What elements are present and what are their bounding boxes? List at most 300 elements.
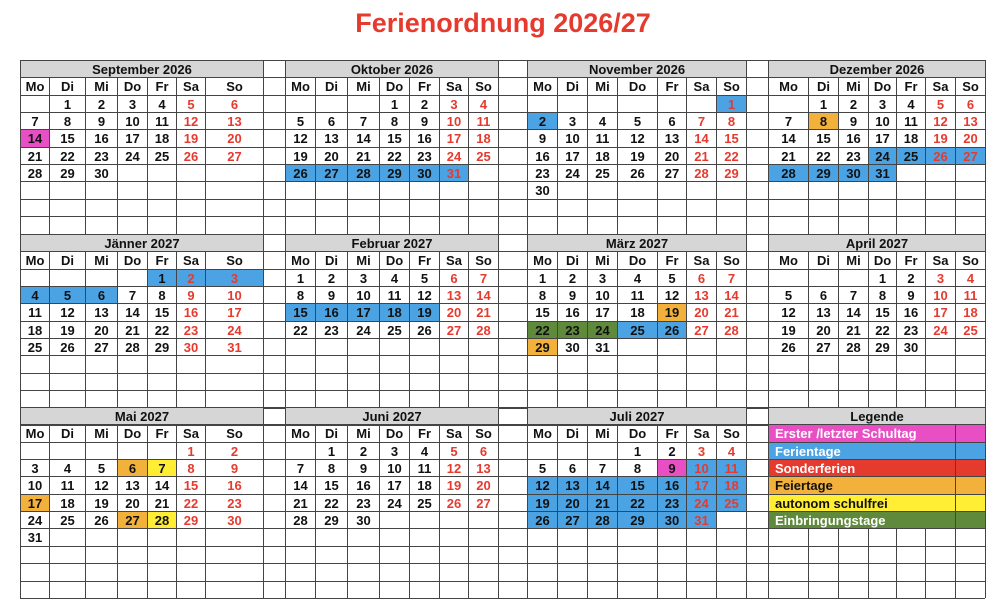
day-cell: 29 (724, 166, 739, 182)
day-cell: 14 (356, 131, 371, 147)
day-cell: 10 (933, 288, 948, 304)
day-cell: 3 (31, 461, 39, 477)
day-cell: 26 (781, 340, 796, 356)
day-cell: 23 (417, 148, 432, 164)
day-cell: 30 (658, 512, 686, 528)
day-cell: 1 (717, 96, 746, 112)
month-header: März 2027 (528, 235, 746, 251)
day-cell: 12 (183, 114, 199, 130)
day-cell: 30 (839, 165, 868, 181)
weekday-label: Fr (665, 79, 679, 95)
day-cell: 20 (324, 148, 339, 164)
weekday-label: Do (628, 253, 647, 269)
day-cell: 16 (316, 304, 347, 320)
day-cell: 26 (60, 340, 75, 356)
weekday-label: So (226, 426, 243, 442)
page-title: Ferienordnung 2026/27 (355, 8, 651, 38)
day-cell: 22 (816, 148, 831, 164)
day-cell: 18 (380, 304, 409, 320)
day-cell: 21 (846, 322, 861, 338)
day-cell: 5 (633, 114, 642, 130)
day-cell: 1 (327, 443, 336, 459)
day-cell: 30 (410, 165, 439, 181)
day-cell: 9 (538, 131, 547, 147)
weekday-label: Do (385, 79, 404, 95)
day-cell: 7 (849, 288, 858, 304)
day-cell: 6 (450, 270, 458, 286)
day-cell: 27 (316, 165, 347, 181)
day-cell: 24 (446, 148, 462, 164)
day-cell: 1 (633, 443, 642, 459)
day-cell: 19 (293, 148, 308, 164)
day-cell: 18 (903, 131, 919, 147)
day-cell: 19 (781, 322, 796, 338)
day-cell: 8 (296, 288, 305, 304)
day-cell: 29 (618, 512, 657, 528)
day-cell: 31 (440, 165, 468, 181)
weekday-label: Mi (94, 253, 109, 269)
weekday-label: Do (123, 253, 142, 269)
day-cell: 24 (227, 322, 242, 338)
day-cell: 2 (97, 96, 106, 112)
day-cell: 23 (94, 148, 109, 164)
day-cell: 9 (658, 460, 686, 476)
day-cell: 27 (694, 322, 709, 338)
month-header: Juni 2027 (286, 408, 498, 424)
day-cell: 7 (296, 461, 305, 477)
day-cell: 7 (727, 270, 736, 286)
day-cell: 4 (633, 270, 642, 286)
weekday-label: Di (566, 253, 579, 269)
day-cell: 12 (94, 478, 109, 494)
day-cell: 3 (359, 270, 368, 286)
weekday-label: Fr (418, 253, 431, 269)
day-cell: 26 (926, 148, 955, 164)
day-cell: 17 (933, 305, 948, 321)
day-cell: 25 (476, 148, 491, 164)
weekday-label: Di (566, 426, 579, 442)
weekday-label: So (475, 79, 492, 95)
day-cell: 3 (568, 114, 577, 130)
day-cell: 13 (963, 114, 978, 130)
weekday-label: Mo (291, 79, 310, 95)
day-cell: 26 (446, 495, 462, 511)
day-cell: 7 (128, 288, 137, 304)
weekday-label: Di (566, 79, 579, 95)
day-cell: 6 (568, 461, 577, 477)
day-cell: 20 (125, 495, 140, 511)
weekday-label: So (723, 253, 740, 269)
day-cell: 21 (694, 148, 709, 164)
weekday-label: Sa (183, 79, 199, 95)
legend-swatch (956, 443, 985, 459)
day-cell: 4 (598, 114, 607, 130)
day-cell: 14 (781, 131, 796, 147)
day-cell: 8 (63, 114, 72, 130)
day-cell: 30 (183, 340, 199, 356)
day-cell: 5 (97, 461, 106, 477)
month-header: Juli 2027 (528, 408, 746, 424)
day-cell: 8 (538, 288, 547, 304)
day-cell: 17 (875, 131, 890, 147)
day-cell: 12 (630, 131, 645, 147)
day-cell: 15 (535, 305, 550, 321)
day-cell: 11 (60, 478, 75, 494)
day-cell: 20 (94, 322, 109, 338)
day-cell: 27 (664, 166, 680, 182)
day-cell: 10 (125, 114, 140, 130)
day-cell: 12 (528, 477, 557, 493)
legend-title: Legende (769, 408, 985, 424)
day-cell: 22 (875, 322, 890, 338)
weekday-label: Sa (183, 253, 199, 269)
day-cell: 26 (630, 166, 645, 182)
day-cell: 24 (27, 513, 43, 529)
day-cell: 4 (966, 270, 975, 286)
day-cell: 20 (227, 131, 242, 147)
day-cell: 13 (446, 288, 462, 304)
day-cell: 21 (154, 495, 170, 511)
weekday-label: Di (61, 426, 74, 442)
day-cell: 1 (819, 96, 828, 112)
day-cell: 4 (727, 443, 736, 459)
weekday-label: Mi (846, 79, 861, 95)
month-header: Jänner 2027 (21, 235, 263, 251)
day-cell: 9 (327, 288, 336, 304)
day-cell: 11 (417, 461, 432, 477)
day-cell: 2 (327, 270, 336, 286)
weekday-label: So (962, 79, 979, 95)
day-cell: 15 (724, 131, 739, 147)
weekday-label: Do (385, 426, 404, 442)
day-cell: 10 (387, 461, 402, 477)
day-cell: 25 (595, 166, 610, 182)
day-cell: 11 (28, 305, 42, 321)
day-cell: 30 (356, 513, 371, 529)
day-cell: 27 (446, 322, 462, 338)
day-cell: 16 (658, 477, 686, 493)
day-cell: 21 (476, 305, 491, 321)
day-cell: 6 (819, 288, 828, 304)
day-cell: 22 (60, 148, 75, 164)
day-cell: 18 (154, 131, 170, 147)
weekday-label: Do (628, 426, 647, 442)
weekday-label: Fr (665, 426, 679, 442)
day-cell: 7 (359, 114, 368, 130)
day-cell: 16 (183, 305, 199, 321)
day-cell: 29 (380, 165, 409, 181)
day-cell: 4 (21, 287, 49, 303)
weekday-label: So (226, 253, 243, 269)
day-cell: 16 (356, 478, 371, 494)
day-cell: 17 (446, 131, 462, 147)
day-cell: 8 (633, 461, 642, 477)
day-cell: 1 (148, 270, 176, 286)
weekday-label: Di (325, 426, 338, 442)
day-cell: 23 (903, 322, 919, 338)
day-cell: 5 (784, 288, 793, 304)
day-cell: 9 (230, 461, 239, 477)
day-cell: 8 (809, 113, 838, 129)
day-cell: 16 (565, 305, 580, 321)
legend-item-ferien: Ferientage (769, 443, 955, 459)
weekday-label: Mo (533, 79, 552, 95)
day-cell: 5 (50, 287, 85, 303)
weekday-label: Mo (291, 426, 310, 442)
day-cell: 23 (227, 495, 242, 511)
legend-swatch (956, 425, 985, 441)
day-cell: 12 (417, 288, 432, 304)
weekday-label: Mo (25, 253, 45, 269)
day-cell: 10 (875, 114, 890, 130)
day-cell: 29 (324, 513, 339, 529)
weekday-label: Mi (356, 79, 371, 95)
legend-swatch (956, 477, 985, 493)
day-cell: 16 (227, 478, 242, 494)
weekday-label: Mi (356, 426, 371, 442)
day-cell: 28 (846, 340, 861, 356)
day-cell: 26 (94, 513, 109, 529)
day-cell: 6 (230, 96, 239, 112)
legend-swatch (956, 512, 985, 528)
day-cell: 6 (697, 270, 706, 286)
day-cell: 24 (565, 166, 580, 182)
weekday-label: Fr (155, 426, 169, 442)
day-cell: 15 (286, 304, 315, 320)
day-cell: 29 (875, 340, 890, 356)
day-cell: 10 (27, 478, 43, 494)
month-header: Dezember 2026 (769, 61, 985, 77)
day-cell: 5 (187, 96, 195, 112)
day-cell: 19 (410, 304, 439, 320)
day-cell: 11 (630, 288, 645, 304)
month-header: September 2026 (21, 61, 263, 77)
day-cell: 17 (125, 131, 140, 147)
legend-item-schulbeginn: Erster /letzter Schultag (769, 425, 955, 441)
day-cell: 7 (784, 114, 793, 130)
weekday-label: Fr (418, 426, 431, 442)
day-cell: 31 (869, 165, 896, 181)
day-cell: 8 (727, 114, 736, 130)
day-cell: 29 (154, 340, 170, 356)
day-cell: 18 (476, 131, 491, 147)
weekday-label: Mi (595, 426, 610, 442)
weekday-label: Mi (356, 253, 371, 269)
day-cell: 31 (687, 512, 716, 528)
day-cell: 26 (183, 148, 199, 164)
day-cell: 25 (717, 495, 746, 511)
day-cell: 23 (558, 322, 587, 338)
day-cell: 3 (878, 96, 887, 112)
legend-item-einbringung: Einbringungstage (769, 512, 955, 528)
day-cell: 24 (869, 148, 896, 164)
day-cell: 27 (558, 512, 587, 528)
weekday-label: Mo (533, 253, 552, 269)
day-cell: 27 (94, 340, 109, 356)
legend-swatch (956, 460, 985, 476)
day-cell: 1 (538, 270, 547, 286)
day-cell: 7 (697, 114, 706, 130)
day-cell: 15 (324, 478, 339, 494)
day-cell: 18 (595, 148, 610, 164)
day-cell: 30 (565, 340, 580, 356)
day-cell: 9 (97, 114, 106, 130)
day-cell: 2 (568, 270, 577, 286)
day-cell: 23 (356, 495, 371, 511)
day-cell: 6 (966, 96, 975, 112)
day-cell: 4 (907, 96, 915, 112)
day-cell: 2 (668, 443, 676, 459)
day-cell: 13 (125, 478, 140, 494)
day-cell: 21 (356, 148, 371, 164)
weekday-label: Mi (94, 79, 109, 95)
day-cell: 27 (118, 512, 147, 528)
weekday-label: Fr (665, 253, 679, 269)
day-cell: 26 (286, 165, 315, 181)
day-cell: 28 (769, 165, 808, 181)
legend-swatch (956, 495, 985, 511)
day-cell: 17 (21, 495, 49, 511)
day-cell: 28 (125, 340, 140, 356)
day-cell: 10 (565, 131, 580, 147)
legend-item-feiertag: Feiertage (769, 477, 955, 493)
day-cell: 19 (94, 495, 109, 511)
day-cell: 3 (697, 443, 706, 459)
day-cell: 10 (356, 288, 371, 304)
weekday-label: Fr (418, 79, 431, 95)
weekday-label: Sa (446, 79, 462, 95)
weekday-label: Sa (932, 253, 949, 269)
day-cell: 15 (154, 305, 170, 321)
day-cell: 5 (296, 114, 305, 130)
day-cell: 18 (60, 495, 75, 511)
day-cell: 14 (154, 478, 170, 494)
weekday-label: So (226, 79, 243, 95)
day-cell: 14 (846, 305, 861, 321)
day-cell: 17 (565, 148, 580, 164)
day-cell: 2 (528, 113, 557, 129)
day-cell: 25 (618, 322, 657, 338)
day-cell: 18 (717, 477, 746, 493)
weekday-label: So (962, 253, 979, 269)
day-cell: 5 (538, 461, 547, 477)
day-cell: 17 (687, 477, 716, 493)
day-cell: 19 (528, 495, 557, 511)
day-cell: 13 (816, 305, 831, 321)
day-cell: 16 (94, 131, 109, 147)
day-cell: 5 (668, 270, 676, 286)
day-cell: 7 (598, 461, 607, 477)
day-cell: 8 (327, 461, 336, 477)
day-cell: 12 (781, 305, 796, 321)
legend-item-autonom: autonom schulfrei (769, 495, 955, 511)
day-cell: 21 (293, 495, 308, 511)
day-cell: 14 (21, 130, 49, 146)
day-cell: 7 (31, 114, 39, 130)
weekday-label: Fr (904, 253, 918, 269)
day-cell: 1 (390, 96, 399, 112)
day-cell: 28 (148, 512, 176, 528)
weekday-label: Fr (904, 79, 918, 95)
day-cell: 18 (630, 305, 645, 321)
day-cell: 22 (387, 148, 402, 164)
weekday-label: Do (873, 253, 892, 269)
day-cell: 22 (528, 322, 557, 338)
day-cell: 27 (956, 148, 985, 164)
day-cell: 14 (125, 305, 140, 321)
day-cell: 26 (417, 322, 432, 338)
day-cell: 13 (558, 477, 587, 493)
day-cell: 3 (936, 270, 945, 286)
day-cell: 19 (446, 478, 462, 494)
day-cell: 2 (420, 96, 429, 112)
day-cell: 15 (183, 478, 199, 494)
day-cell: 20 (963, 131, 978, 147)
day-cell: 22 (324, 495, 339, 511)
weekday-label: Do (385, 253, 404, 269)
day-cell: 17 (595, 305, 610, 321)
day-cell: 19 (933, 131, 948, 147)
day-cell: 20 (816, 322, 831, 338)
weekday-label: Di (325, 79, 338, 95)
day-cell: 8 (390, 114, 399, 130)
weekday-label: Sa (183, 426, 199, 442)
day-cell: 28 (694, 166, 709, 182)
day-cell: 20 (694, 305, 709, 321)
day-cell: 1 (63, 96, 72, 112)
day-cell: 29 (809, 165, 838, 181)
weekday-label: So (475, 426, 492, 442)
day-cell: 31 (227, 340, 242, 356)
day-cell: 21 (125, 322, 140, 338)
day-cell: 25 (963, 322, 978, 338)
day-cell: 3 (206, 270, 263, 286)
day-cell: 14 (724, 288, 739, 304)
day-cell: 2 (359, 443, 368, 459)
day-cell: 4 (390, 270, 399, 286)
day-cell: 4 (63, 461, 72, 477)
weekday-label: Mi (595, 253, 610, 269)
day-cell: 24 (933, 322, 948, 338)
day-cell: 21 (781, 148, 796, 164)
weekday-label: Di (325, 253, 338, 269)
day-cell: 14 (293, 478, 308, 494)
day-cell: 29 (183, 513, 199, 529)
day-cell: 17 (348, 304, 379, 320)
weekday-label: Mi (595, 79, 610, 95)
day-cell: 23 (846, 148, 861, 164)
day-cell: 22 (154, 322, 170, 338)
day-cell: 17 (387, 478, 402, 494)
day-cell: 18 (27, 322, 43, 338)
day-cell: 11 (387, 288, 402, 304)
day-cell: 30 (227, 513, 242, 529)
day-cell: 5 (936, 96, 945, 112)
day-cell: 15 (618, 477, 657, 493)
weekday-label: So (475, 253, 492, 269)
day-cell: 16 (846, 131, 861, 147)
day-cell: 16 (535, 148, 550, 164)
day-cell: 23 (535, 166, 550, 182)
day-cell: 28 (724, 322, 739, 338)
day-cell: 3 (128, 96, 137, 112)
day-cell: 25 (387, 322, 402, 338)
day-cell: 9 (568, 288, 577, 304)
weekday-label: Mo (533, 426, 552, 442)
day-cell: 18 (963, 305, 978, 321)
day-cell: 7 (148, 460, 176, 476)
weekday-label: Di (817, 79, 830, 95)
